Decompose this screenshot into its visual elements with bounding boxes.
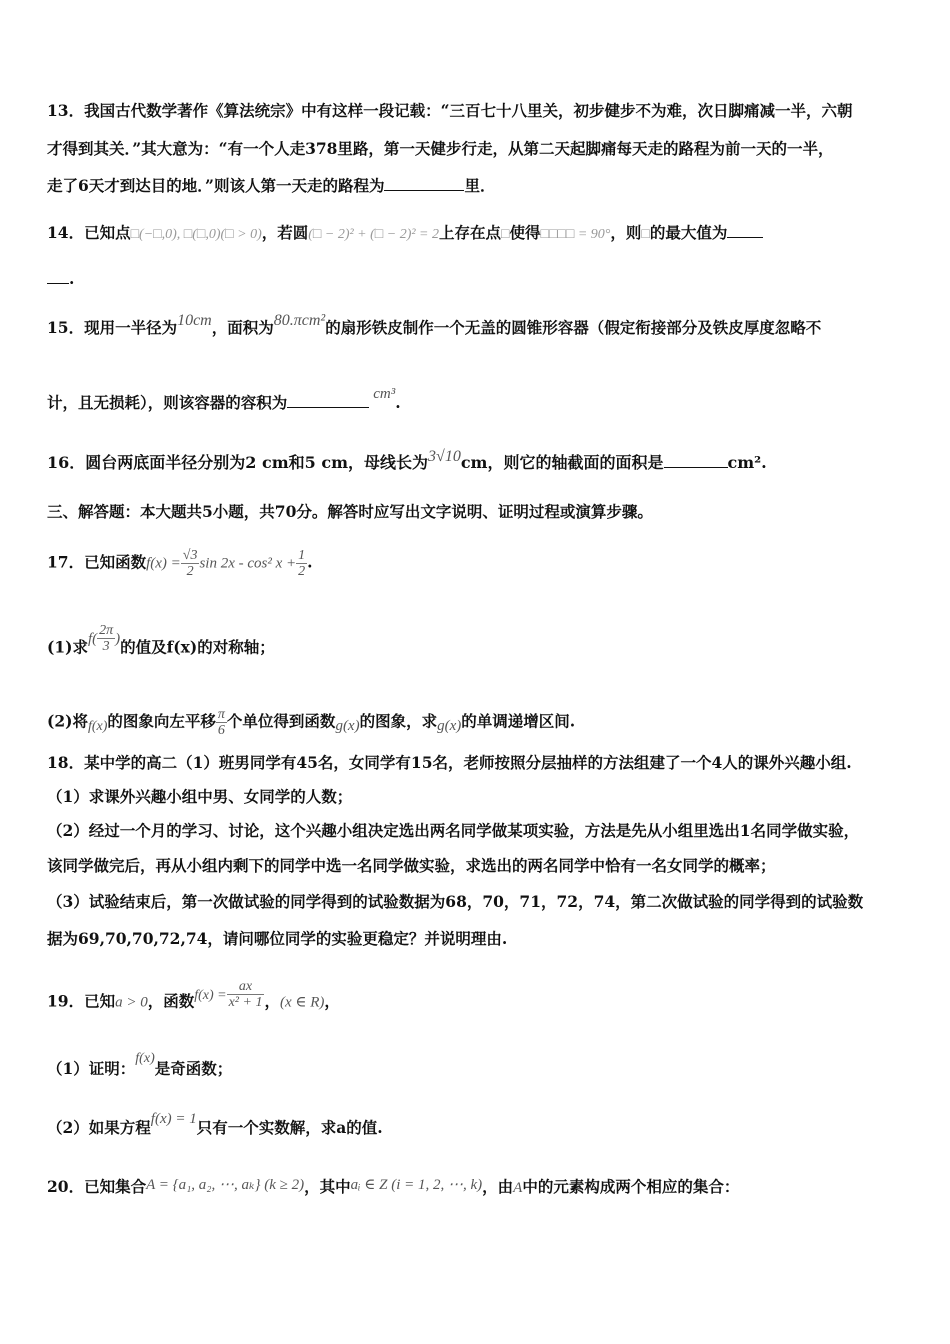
text-segment: 个单位得到函数 <box>226 711 336 731</box>
text-segment: ， <box>264 991 280 1011</box>
text-segment: 的图象，求 <box>359 711 438 731</box>
text-segment: （1）求课外兴趣小组中男、女同学的人数； <box>47 787 353 806</box>
text-segment: cm². <box>727 453 767 472</box>
text-segment: A <box>513 1180 523 1196</box>
text-segment: 20．已知集合 <box>47 1177 147 1196</box>
text-segment: 是奇函数； <box>154 1059 233 1078</box>
text-segment: 14．已知点 <box>47 223 131 242</box>
text-segment: 只有一个实数解，求a的值. <box>196 1118 383 1137</box>
q14-line1 <box>47 222 763 246</box>
answer-blank-14b <box>47 269 69 284</box>
q15-area: 80.πcm² <box>273 312 326 329</box>
text-segment: 15．现用一半径为 <box>47 318 178 337</box>
text-segment: f(x) = <box>146 555 181 572</box>
text-segment: g(x) <box>437 717 462 734</box>
text-segment: cm，则它的轴截面的面积是 <box>460 453 664 472</box>
text-segment: 的最大值为 <box>649 223 728 242</box>
text-segment: （2）经过一个月的学习、讨论，这个兴趣小组决定选出两名同学做某项实验，方法是先从小组里选出1名同学做实验， <box>47 821 860 840</box>
section-heading <box>47 501 653 523</box>
q14-circle: (□ − 2)² + (□ − 2)² = 2 <box>308 227 439 242</box>
text-segment: 19．已知 <box>47 991 116 1011</box>
text-segment: 据为69,70,70,72,74，请问哪位同学的实验更稳定？并说明理由. <box>47 929 508 948</box>
q16-line <box>47 448 767 475</box>
q17-fraction-pi-6 <box>216 707 227 738</box>
text-segment: a > 0 <box>115 994 148 1011</box>
text-segment: 该同学做完后，再从小组内剩下的同学中选一名同学做实验，求选出的两名同学中恰有一名女同学的概率； <box>47 856 776 875</box>
answer-blank-16 <box>664 453 728 468</box>
text-segment: (2)将 <box>47 711 88 731</box>
text-segment: 上存在点 <box>439 223 502 242</box>
text-segment: 的图象向左平移 <box>107 711 216 731</box>
text-segment: f(x) = 1 <box>150 1111 197 1127</box>
text-segment: 的扇形铁皮制作一个无盖的圆锥形容器（假定衔接部分及铁皮厚度忽略不 <box>325 318 822 337</box>
q18-line3 <box>47 820 859 842</box>
q13-line2 <box>47 138 833 160</box>
text-segment: □ <box>501 227 510 242</box>
text-segment: 17．已知函数 <box>47 552 147 572</box>
text-segment: 18．某中学的高二（1）班男同学有45名，女同学有15名，老师按照分层抽样的方法组建了一个4人的课外兴趣小组. <box>47 753 852 772</box>
q14-points: □(−□,0), □(□,0)(□ > 0) <box>130 227 262 242</box>
text-segment: g(x) <box>335 717 360 734</box>
text-segment: (x ∈ R) <box>279 994 325 1011</box>
q16-length: 3√10 <box>428 448 461 465</box>
text-segment: 2π <box>99 623 114 638</box>
text-segment: ，由 <box>482 1177 514 1196</box>
q15-radius: 10cm <box>177 312 212 329</box>
text-segment: 使得 <box>509 223 541 242</box>
q15-line1 <box>47 312 822 340</box>
text-segment: . <box>395 393 401 412</box>
text-segment: x² + 1 <box>228 995 263 1010</box>
text-segment: f(x) <box>135 1051 155 1066</box>
text-segment: ax <box>227 979 265 995</box>
q14-angle: □□□□ = 90° <box>540 227 611 242</box>
text-segment: 1 <box>298 548 306 563</box>
text-segment: (1)求 <box>47 637 88 657</box>
text-segment: ，其中 <box>304 1177 351 1196</box>
q19-line1 <box>47 979 340 1018</box>
text-segment: 里． <box>464 176 496 195</box>
q15-line2 <box>47 386 401 415</box>
text-segment: 的单调递增区间. <box>461 711 576 731</box>
text-segment: （2）如果方程 <box>47 1118 151 1137</box>
text-segment: 2 <box>298 564 306 579</box>
q17-line1 <box>47 548 313 579</box>
text-segment: f(x) = <box>194 987 227 1003</box>
answer-blank-13 <box>384 176 464 191</box>
text-segment: 三、解答题：本大题共5小题，共70分。解答时应写出文字说明、证明过程或演算步骤。 <box>47 502 653 521</box>
q20-line1 <box>47 1176 739 1199</box>
text-segment: . <box>69 269 75 288</box>
q17-part2 <box>47 707 575 738</box>
q17-fraction-2pi-3 <box>97 623 115 654</box>
text-segment: 的值及f(x)的对称轴； <box>120 637 275 657</box>
q15-unit: cm³ <box>373 386 396 402</box>
text-segment: 走了6天才到达目的地．”则该人第一天走的路程为 <box>47 176 385 195</box>
q18-line4 <box>47 855 776 877</box>
q18-line1 <box>47 752 852 774</box>
text-segment: . <box>307 552 313 572</box>
q18-line6 <box>47 928 507 950</box>
text-segment: 2 <box>186 564 194 579</box>
q13-line1 <box>47 100 853 122</box>
text-segment: 中的元素构成两个相应的集合： <box>522 1177 740 1196</box>
q14-line2 <box>47 268 74 290</box>
q18-line5 <box>47 891 863 913</box>
q19-part2 <box>47 1111 383 1140</box>
text-segment: ，若圆 <box>261 223 309 242</box>
text-segment: 才得到其关．”其大意为：“有一个人走378里路，第一天健步行走，从第二天起脚痛每天走的路程为前一天的一半， <box>47 139 834 158</box>
text-segment: f(x) <box>87 718 108 734</box>
text-segment: aᵢ ∈ Z (i = 1, 2, ⋯, k) <box>350 1177 483 1193</box>
text-segment: f( <box>87 630 98 647</box>
text-segment: ，面积为 <box>211 318 274 337</box>
text-segment: 3 <box>102 639 110 654</box>
q19-fraction <box>227 979 265 1010</box>
text-segment: （3）试验结束后，第一次做试验的同学得到的试验数据为68，70，71，72，74，第二次做试验的同学得到的试验数 <box>47 892 864 911</box>
q19-part1 <box>47 1051 233 1082</box>
text-segment: √3 <box>182 548 198 563</box>
text-segment: ，则 <box>610 223 642 242</box>
text-segment: ) <box>115 630 121 647</box>
text-segment: ，函数 <box>147 991 195 1011</box>
text-segment: 计，且无损耗），则该容器的容积为 <box>47 393 288 412</box>
text-segment: 6 <box>217 723 225 738</box>
text-segment: 16．圆台两底面半径分别为2 cm和5 cm，母线长为 <box>47 453 429 472</box>
q17-fraction-sqrt3-2 <box>181 548 200 579</box>
answer-blank-15 <box>287 393 369 408</box>
text-segment: A = {a₁, a₂, ⋯, aₖ} (k ≥ 2) <box>146 1177 305 1193</box>
text-segment: （1）证明： <box>47 1059 136 1078</box>
text-segment: ， <box>324 991 340 1011</box>
q18-line2 <box>47 786 352 808</box>
text-segment: □ <box>641 227 650 242</box>
text-segment: sin 2x - cos² x + <box>199 555 297 572</box>
text-segment: π <box>217 707 225 722</box>
answer-blank-14a <box>727 223 763 238</box>
text-segment: 13．我国古代数学著作《算法统宗》中有这样一段记载：“三百七十八里关，初步健步不为难，次日脚痛减一半，六朝 <box>47 101 853 120</box>
q13-line3 <box>47 175 495 197</box>
q17-fraction-1-2 <box>296 548 307 579</box>
